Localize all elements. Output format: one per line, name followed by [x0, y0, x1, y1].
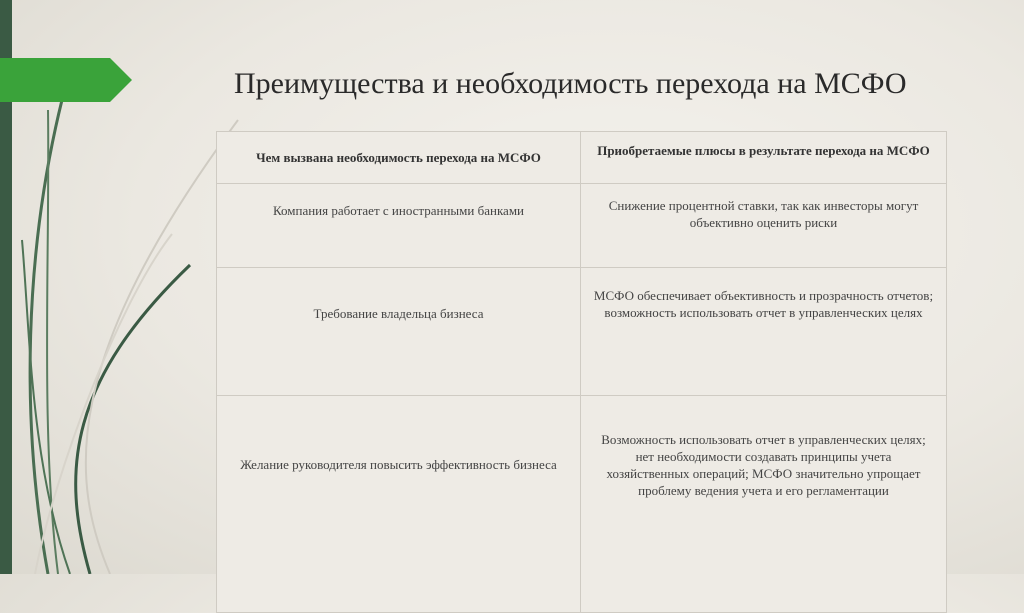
cause-cell	[217, 268, 581, 396]
benefit-text: Возможность использовать отчет в управленческих целях; нет необходимости создавать принципы учета хозяйственных операций; МСФО значительно упрощает проблему ведения учета и его регламентации	[601, 432, 926, 498]
table-row	[217, 268, 947, 396]
benefit-cell	[581, 268, 947, 396]
slide-title: Преимущества и необходимость перехода на МСФО	[234, 67, 907, 100]
table-header-row	[217, 132, 947, 184]
benefit-cell	[581, 396, 947, 613]
header-benefit: Приобретаемые плюсы в результате перехода на МСФО	[581, 132, 947, 184]
msfo-table	[216, 131, 947, 613]
benefit-cell	[581, 184, 947, 268]
header-cause: Чем вызвана необходимость перехода на МСФО	[217, 132, 581, 184]
cause-cell	[217, 184, 581, 268]
cause-cell	[217, 396, 581, 613]
table-row	[217, 396, 947, 613]
benefit-text: МСФО обеспечивает объективность и прозрачность отчетов; возможность использовать отчет в управленческих целях	[593, 288, 934, 320]
cause-text: Требование владельца бизнеса	[313, 306, 484, 321]
green-arrow-tab	[0, 58, 132, 102]
cause-text: Компания работает с иностранными банками	[272, 203, 525, 218]
table-row	[217, 184, 947, 268]
cause-text: Желание руководителя повысить эффективность бизнеса	[240, 457, 557, 472]
benefit-text: Снижение процентной ставки, так как инвесторы могут объективно оценить риски	[608, 198, 919, 230]
